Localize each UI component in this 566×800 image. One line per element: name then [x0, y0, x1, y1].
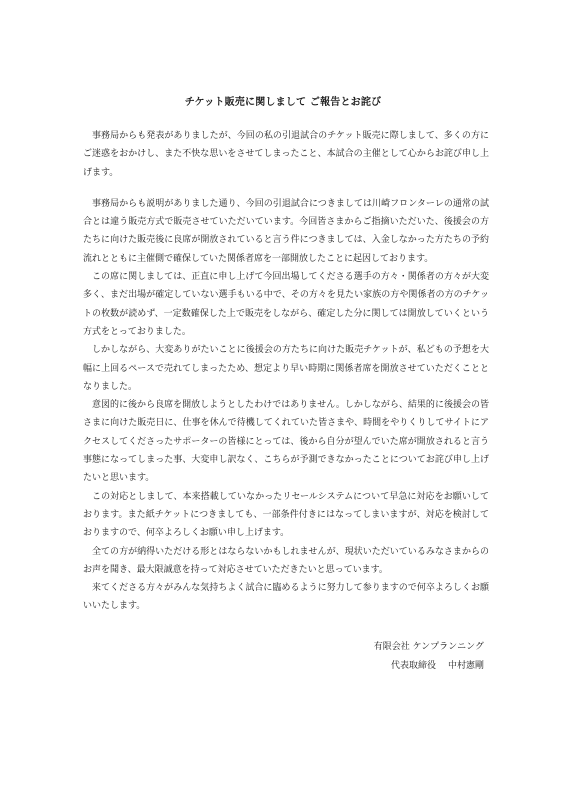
document-body — [83, 127, 489, 616]
signature-company: 有限会社 ケンプランニング — [373, 642, 484, 652]
paragraph: この対応としまして、本来搭載していなかったリセールシステムについて早急に対応をお願いしております。また紙チケットにつきましても、一部条件付きにはなってしまいますが、対応を検討しておりますので、何卒よろしくお願い申し上げます。 — [83, 491, 489, 539]
paragraph: 事務局からも発表がありましたが、今回の私の引退試合のチケット販売に際しまして、多くの方にご迷惑をおかけし、また不快な思いをさせてしまったこと、本試合の主催として心からお詫び申し上げます。 — [83, 131, 489, 178]
signature-person — [374, 657, 484, 676]
signature-position: 代表取締役 — [390, 660, 436, 671]
paragraph: 全ての方が納得いただける形とはならないかもしれませんが、現状いただいているみなさまからのお声を聞き、最大限誠意を持って対応させていただきたいと思っています。 — [83, 546, 489, 575]
paragraph: しかしながら、大変ありがたいことに後援会の方たちに向けた販売チケットが、私どもの予想を大幅に上回るペースで売れてしまったため、想定より早い時期に関係者席を開放させていただくこととなりました。 — [83, 345, 489, 392]
paragraph: この席に関しましては、正直に申し上げて今回出場してくださる選手の方々・関係者の方々が大変多く、まだ出場が確定していない選手もいる中で、その方々を見たい家族の方や関係者の方のチケットの枚数が読めず、一定数確保した上で販売をしながら、確定した分に関しては開放していくという方式をとっておりました。 — [83, 272, 489, 337]
paragraph: 事務局からも説明がありました通り、今回の引退試合につきましては川崎フロンターレの通常の試合とは違う販売方式で販売させていただいています。今回皆さまからご指摘いただいた、後援会の方たちに向けた販売後に良席が開放されていると言う件につきましては、入金しなかった方たちの予約流れとともに主催側で確保していた関係者席を一部開放したことに起因しております。 — [83, 198, 489, 264]
document-title: チケット販売に関しまして ご報告とお詫び — [184, 97, 382, 108]
signature-name: 中村憲剛 — [447, 660, 484, 671]
paragraph: 意図的に後から良席を開放しようとしたわけではありません。しかしながら、結果的に後援会の皆さまに向けた販売日に、仕事を休んで待機してくれていた皆さまや、時間をやりくりしてサイトにアクセスしてくださったサポーターの皆様にとっては、後から自分が望んでいた席が開放されると言う事態になってしまった事、大変申し訳なく、こちらが予測できなかったことについてお詫び申し上げたいと思います。 — [83, 400, 489, 484]
signature-block — [374, 638, 484, 675]
paragraph: 来てくださる方々がみんな気持ちよく試合に臨めるように努力して参りますので何卒よろしくお願いいたします。 — [83, 583, 489, 612]
